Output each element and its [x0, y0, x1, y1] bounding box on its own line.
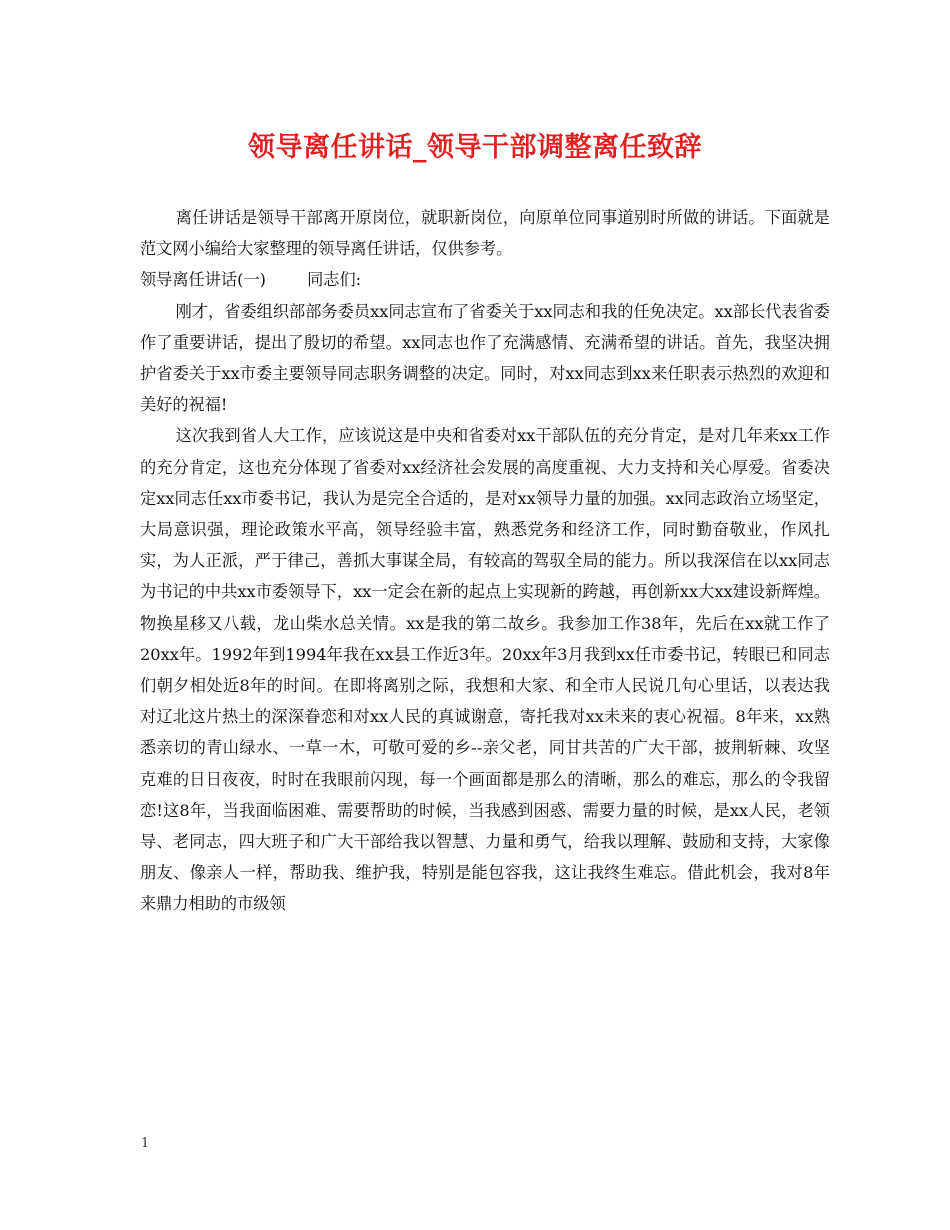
document-body [140, 202, 830, 920]
document-title: 领导离任讲话_领导干部调整离任致辞 [248, 132, 702, 163]
salutation: 同志们: [307, 270, 362, 290]
section-heading: 领导离任讲话(一) [140, 270, 266, 290]
intro-paragraph: 离任讲话是领导干部离开原岗位，就职新岗位，向原单位同事道别时所做的讲话。下面就是范文网小编给大家整理的领导离任讲话，仅供参考。 [140, 208, 830, 259]
body-paragraph-1: 刚才，省委组织部部务委员xx同志宣布了省委关于xx同志和我的任免决定。xx部长代表省委作了重要讲话，提出了殷切的希望。xx同志也作了充满感情、充满希望的讲话。首先，我坚决拥护省委关于xx市委主要领导同志职务调整的决定。同时，对xx同志到xx来任职表示热烈的欢迎和美好的祝福! [140, 301, 830, 415]
page-number: 1 [141, 1136, 150, 1151]
section-heading-line [140, 264, 830, 295]
body-paragraph-2: 这次我到省人大工作，应该说这是中央和省委对xx干部队伍的充分肯定，是对几年来xx工作的充分肯定，这也充分体现了省委对xx经济社会发展的高度重视、大力支持和关心厚爱。省委决定xx同志任xx市委书记，我认为是完全合适的，是对xx领导力量的加强。xx同志政治立场坚定，大局意识强，理论政策水平高，领导经验丰富，熟悉党务和经济工作，同时勤奋敬业，作风扎实，为人正派，严于律己，善抓大事谋全局，有较高的驾驭全局的能力。所以我深信在以xx同志为书记的中共xx市委领导下，xx一定会在新的起点上实现新的跨越，再创新xx大xx建设新辉煌。 物换星移又八载，龙山柴水总关情。xx是我的第二故乡。我参加工作38年，先后在xx就工作了20xx年。1992年到1994年我在xx县工作近3年。20xx年3月我到xx任市委书记，转眼已和同志们朝夕相处近8年的时间。在即将离别之际，我想和大家、和全市人民说几句心里话，以表达我对辽北这片热土的深深眷恋和对xx人民的真诚谢意，寄托我对xx未来的衷心祝福。8年来，xx熟悉亲切的青山绿水、一草一木，可敬可爱的乡--亲父老，同甘共苦的广大干部，披荆斩棘、攻坚克难的日日夜夜，时时在我眼前闪现，每一个画面都是那么的清晰，那么的难忘，那么的令我留恋!这8年，当我面临困难、需要帮助的时候，当我感到困惑、需要力量的时候，是xx人民，老领导、老同志，四大班子和广大干部给我以智慧、力量和勇气，给我以理解、鼓励和支持，大家像朋友、像亲人一样，帮助我、维护我，特别是能包容我，这让我终生难忘。借此机会，我对8年来鼎力相助的市级领 [140, 426, 830, 914]
